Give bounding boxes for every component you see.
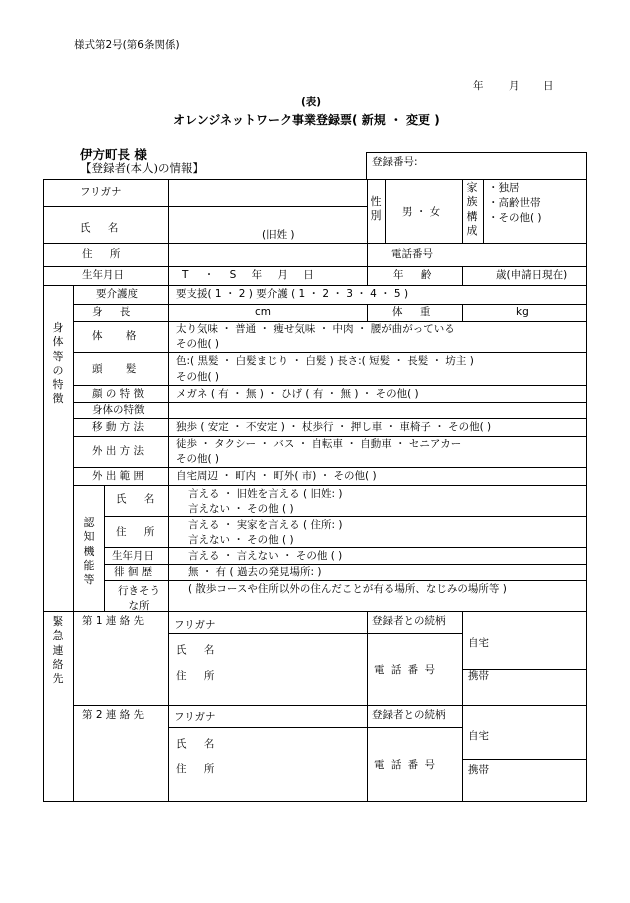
date-year: 年 <box>473 80 484 92</box>
phone-label: 電話番号 <box>391 248 433 260</box>
movement-label: 移 動 方 法 <box>92 421 145 433</box>
family-option-other[interactable]: ・その他( ) <box>488 212 542 224</box>
emergency-section-label: 緊急連絡先 <box>52 615 64 686</box>
address-label: 住 所 <box>82 248 121 260</box>
hair-options[interactable]: 色:( 黒髪 ・ 白髪まじり ・ 白髪 ) 長さ:( 短髪 ・ 長髪 ・ 坊主 ) <box>176 355 474 367</box>
outing-method-options[interactable]: 徒歩 ・ タクシー ・ バス ・ 自転車 ・ 自動車 ・ セニアカー <box>176 438 462 450</box>
cog-name-line1[interactable]: 言える ・ 旧姓を言える ( 旧姓: ) <box>188 488 343 500</box>
second-home-phone-label: 自宅 <box>468 730 489 742</box>
first-phone-label: 電 話 番 号 <box>374 664 436 676</box>
cog-address-line1[interactable]: 言える ・ 実家を言える ( 住所: ) <box>188 519 343 531</box>
face-label: 顔 の 特 徴 <box>92 388 145 400</box>
outing-method-label: 外 出 方 法 <box>92 445 145 457</box>
physical-section-label: 身体等の特徴 <box>52 321 64 406</box>
first-mobile-label: 携帯 <box>468 670 489 682</box>
sex-options[interactable]: 男 ・ 女 <box>402 206 441 218</box>
sex-label: 性別 <box>370 195 382 223</box>
second-address-label: 住 所 <box>176 763 215 775</box>
addressee: 伊方町長 様 <box>80 147 147 162</box>
care-level-options[interactable]: 要支援( 1 ・ 2 ) 要介護 ( 1 ・ 2 ・ 3 ・ 4 ・ 5 ) <box>176 288 409 300</box>
cog-birthdate-label: 生年月日 <box>112 550 154 562</box>
first-home-phone-label: 自宅 <box>468 637 489 649</box>
outing-method-other[interactable]: その他( ) <box>176 453 220 465</box>
birthdate-field[interactable]: T ・ S 年 月 日 <box>182 269 314 281</box>
name-label: 氏 名 <box>80 222 119 234</box>
cog-name-line2[interactable]: 言えない ・ その他 ( ) <box>188 503 294 515</box>
weight-unit: kg <box>516 306 529 318</box>
second-furigana-label: フリガナ <box>174 711 216 723</box>
second-mobile-label: 携帯 <box>468 764 489 776</box>
date-day: 日 <box>543 80 554 92</box>
outing-range-label: 外 出 範 囲 <box>92 470 145 482</box>
first-name-label: 氏 名 <box>176 644 215 656</box>
build-label: 体 格 <box>92 330 137 342</box>
wandering-history-options[interactable]: 無 ・ 有 ( 過去の発見場所: ) <box>188 566 322 578</box>
hair-label: 頭 髪 <box>92 363 137 375</box>
first-address-label: 住 所 <box>176 670 215 682</box>
cog-address-label: 住 所 <box>116 526 155 538</box>
second-relation-label: 登録者との続柄 <box>372 709 446 721</box>
cog-address-line2[interactable]: 言えない ・ その他 ( ) <box>188 534 294 546</box>
weight-label: 体 重 <box>392 306 431 318</box>
family-structure-label: 家族構成 <box>466 181 478 237</box>
second-phone-label: 電 話 番 号 <box>374 759 436 771</box>
body-features-label: 身体の特徴 <box>92 404 145 416</box>
first-furigana-label: フリガナ <box>174 619 216 631</box>
family-option-elderly[interactable]: ・高齢世帯 <box>488 197 541 209</box>
likely-destination-options[interactable]: ( 散歩コースや住所以外の住んだことが有る場所、なじみの場所等 ) <box>188 583 507 595</box>
care-level-label: 要介護度 <box>96 288 138 300</box>
likely-destination-label: 行きそうな所 <box>118 585 160 612</box>
family-option-alone[interactable]: ・独居 <box>488 182 520 194</box>
cog-name-label: 氏 名 <box>116 493 155 505</box>
second-name-label: 氏 名 <box>176 738 215 750</box>
age-unit: 歳(申請日現在) <box>496 269 568 281</box>
hair-other[interactable]: その他( ) <box>176 371 220 383</box>
cognitive-section-label: 認知機能等 <box>83 516 95 587</box>
first-relation-label: 登録者との続柄 <box>372 615 446 627</box>
first-contact-label: 第 1 連 絡 先 <box>82 615 145 627</box>
age-label: 年 齢 <box>393 269 432 281</box>
wandering-history-label: 徘 徊 歴 <box>114 566 153 578</box>
furigana-label: フリガナ <box>80 186 122 198</box>
maiden-name-field[interactable]: (旧姓 ) <box>262 229 295 241</box>
build-options[interactable]: 太り気味 ・ 普通 ・ 痩せ気味 ・ 中肉 ・ 腰が曲がっている <box>176 323 455 335</box>
second-contact-label: 第 2 連 絡 先 <box>82 709 145 721</box>
info-heading: 【登録者(本人)の情報】 <box>80 161 204 175</box>
face-options[interactable]: メガネ ( 有 ・ 無 ) ・ ひげ ( 有 ・ 無 ) ・ その他( ) <box>176 388 419 400</box>
form-title: オレンジネットワーク事業登録票( 新規 ・ 変更 ) <box>173 113 440 127</box>
registration-number-label: 登録番号: <box>372 156 418 168</box>
height-label: 身 長 <box>92 306 131 318</box>
form-number: 様式第2号(第6条関係) <box>74 39 180 51</box>
form-side: (表) <box>301 96 322 108</box>
movement-options[interactable]: 独歩 ( 安定 ・ 不安定 ) ・ 杖歩行 ・ 押し車 ・ 車椅子 ・ その他( ) <box>176 421 492 433</box>
date-month: 月 <box>509 80 520 92</box>
build-other[interactable]: その他( ) <box>176 338 220 350</box>
birthdate-label: 生年月日 <box>82 269 124 281</box>
outing-range-options[interactable]: 自宅周辺 ・ 町内 ・ 町外( 市) ・ その他( ) <box>176 470 377 482</box>
height-unit: cm <box>255 306 272 318</box>
cog-birthdate-options[interactable]: 言える ・ 言えない ・ その他 ( ) <box>188 550 343 562</box>
